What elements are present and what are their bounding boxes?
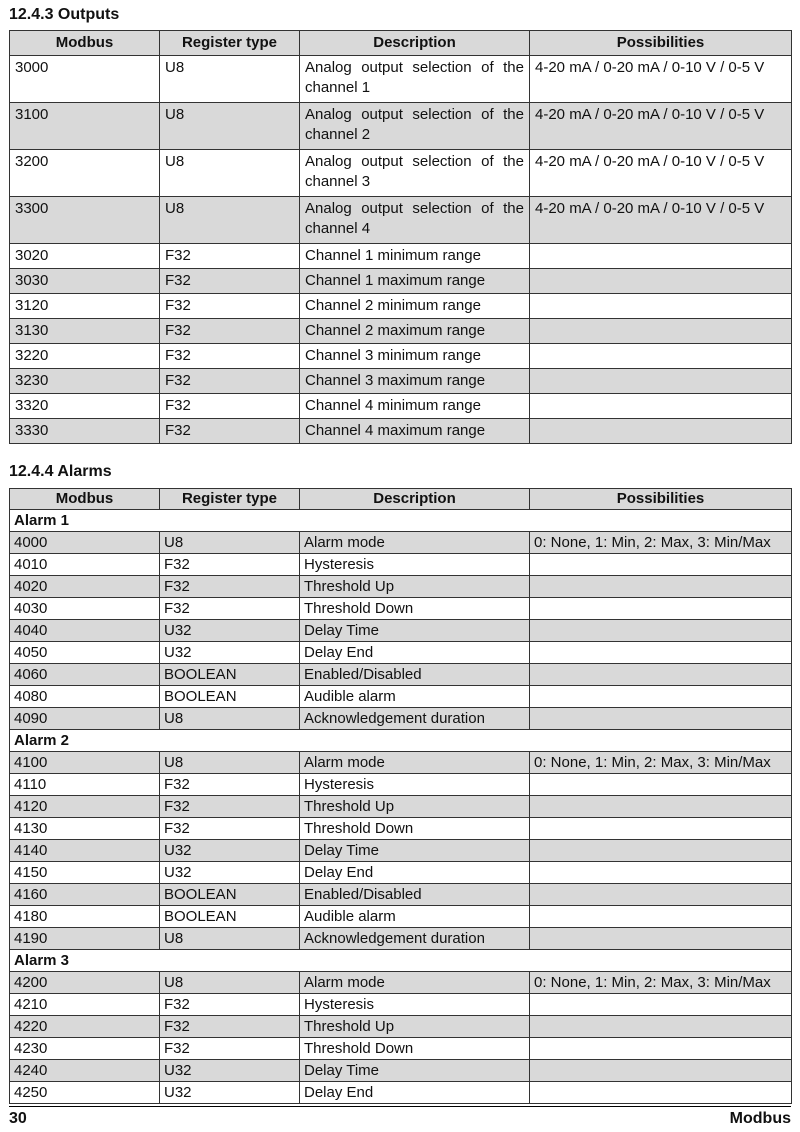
cell-modbus: 3100 xyxy=(10,103,160,150)
header-modbus: Modbus xyxy=(10,489,160,510)
cell-type: F32 xyxy=(160,294,300,319)
table-row xyxy=(10,197,792,244)
table-row xyxy=(10,576,792,598)
cell-possibilities xyxy=(530,862,792,884)
cell-possibilities xyxy=(530,419,792,444)
cell-modbus: 4240 xyxy=(10,1060,160,1082)
cell-type: F32 xyxy=(160,598,300,620)
table-row xyxy=(10,620,792,642)
header-possibilities: Possibilities xyxy=(530,489,792,510)
table-row xyxy=(10,752,792,774)
cell-modbus: 4060 xyxy=(10,664,160,686)
cell-type: U8 xyxy=(160,972,300,994)
cell-possibilities xyxy=(530,369,792,394)
cell-description: Threshold Down xyxy=(300,818,530,840)
cell-modbus: 4130 xyxy=(10,818,160,840)
cell-modbus: 3220 xyxy=(10,344,160,369)
cell-possibilities: 0: None, 1: Min, 2: Max, 3: Min/Max xyxy=(530,972,792,994)
header-register-type: Register type xyxy=(160,31,300,56)
alarms-section-title: 12.4.4 Alarms xyxy=(9,463,112,480)
cell-modbus: 3120 xyxy=(10,294,160,319)
cell-modbus: 3030 xyxy=(10,269,160,294)
cell-type: U32 xyxy=(160,1082,300,1104)
cell-type: U8 xyxy=(160,928,300,950)
table-row xyxy=(10,774,792,796)
outputs-header-row xyxy=(10,31,792,56)
cell-modbus: 4190 xyxy=(10,928,160,950)
table-row xyxy=(10,818,792,840)
table-row xyxy=(10,906,792,928)
cell-type: BOOLEAN xyxy=(160,664,300,686)
table-row xyxy=(10,1038,792,1060)
table-row xyxy=(10,269,792,294)
cell-description: Audible alarm xyxy=(300,686,530,708)
cell-description: Analog output selection of the channel 2 xyxy=(300,103,530,150)
cell-modbus: 3020 xyxy=(10,244,160,269)
cell-modbus: 4020 xyxy=(10,576,160,598)
cell-modbus: 4100 xyxy=(10,752,160,774)
cell-modbus: 3300 xyxy=(10,197,160,244)
table-row xyxy=(10,796,792,818)
table-row xyxy=(10,598,792,620)
group-label: Alarm 1 xyxy=(10,510,792,532)
cell-description: Channel 4 maximum range xyxy=(300,419,530,444)
cell-type: BOOLEAN xyxy=(160,906,300,928)
cell-possibilities xyxy=(530,1038,792,1060)
cell-description: Acknowledgement duration xyxy=(300,928,530,950)
cell-possibilities xyxy=(530,1082,792,1104)
alarms-table xyxy=(9,488,792,1104)
table-row xyxy=(10,319,792,344)
cell-possibilities xyxy=(530,1016,792,1038)
group-row-alarm-1 xyxy=(10,510,792,532)
cell-modbus: 4010 xyxy=(10,554,160,576)
cell-description: Alarm mode xyxy=(300,532,530,554)
cell-description: Channel 2 maximum range xyxy=(300,319,530,344)
cell-description: Alarm mode xyxy=(300,752,530,774)
table-row xyxy=(10,708,792,730)
cell-modbus: 4230 xyxy=(10,1038,160,1060)
cell-type: F32 xyxy=(160,796,300,818)
cell-possibilities xyxy=(530,642,792,664)
table-row xyxy=(10,642,792,664)
table-row xyxy=(10,840,792,862)
cell-modbus: 3000 xyxy=(10,56,160,103)
cell-description: Delay End xyxy=(300,862,530,884)
cell-description: Acknowledgement duration xyxy=(300,708,530,730)
cell-modbus: 4200 xyxy=(10,972,160,994)
cell-description: Threshold Up xyxy=(300,1016,530,1038)
cell-description: Analog output selection of the channel 3 xyxy=(300,150,530,197)
cell-modbus: 4090 xyxy=(10,708,160,730)
cell-description: Delay Time xyxy=(300,1060,530,1082)
cell-possibilities: 0: None, 1: Min, 2: Max, 3: Min/Max xyxy=(530,532,792,554)
table-row xyxy=(10,294,792,319)
cell-description: Channel 3 minimum range xyxy=(300,344,530,369)
cell-modbus: 4030 xyxy=(10,598,160,620)
alarms-header-row xyxy=(10,489,792,510)
cell-modbus: 4160 xyxy=(10,884,160,906)
cell-type: U32 xyxy=(160,642,300,664)
table-row xyxy=(10,554,792,576)
cell-type: U8 xyxy=(160,752,300,774)
cell-modbus: 3200 xyxy=(10,150,160,197)
cell-possibilities xyxy=(530,344,792,369)
cell-type: F32 xyxy=(160,269,300,294)
cell-description: Delay Time xyxy=(300,840,530,862)
cell-modbus: 4110 xyxy=(10,774,160,796)
cell-description: Threshold Down xyxy=(300,598,530,620)
cell-possibilities xyxy=(530,394,792,419)
table-row xyxy=(10,532,792,554)
cell-possibilities xyxy=(530,686,792,708)
cell-type: F32 xyxy=(160,1038,300,1060)
table-row xyxy=(10,103,792,150)
cell-possibilities xyxy=(530,1060,792,1082)
cell-modbus: 4250 xyxy=(10,1082,160,1104)
outputs-section-title: 12.4.3 Outputs xyxy=(9,6,120,23)
table-row xyxy=(10,344,792,369)
cell-description: Threshold Down xyxy=(300,1038,530,1060)
cell-type: BOOLEAN xyxy=(160,884,300,906)
table-row xyxy=(10,928,792,950)
header-possibilities: Possibilities xyxy=(530,31,792,56)
cell-type: U8 xyxy=(160,150,300,197)
cell-description: Delay Time xyxy=(300,620,530,642)
cell-possibilities: 4-20 mA / 0-20 mA / 0-10 V / 0-5 V xyxy=(530,150,792,197)
cell-possibilities xyxy=(530,818,792,840)
cell-type: F32 xyxy=(160,394,300,419)
cell-possibilities xyxy=(530,269,792,294)
cell-description: Hysteresis xyxy=(300,774,530,796)
cell-description: Delay End xyxy=(300,1082,530,1104)
footer-divider xyxy=(9,1106,791,1107)
group-row-alarm-3 xyxy=(10,950,792,972)
cell-modbus: 4180 xyxy=(10,906,160,928)
cell-modbus: 4220 xyxy=(10,1016,160,1038)
cell-description: Channel 1 minimum range xyxy=(300,244,530,269)
cell-type: F32 xyxy=(160,369,300,394)
group-row-alarm-2 xyxy=(10,730,792,752)
cell-description: Audible alarm xyxy=(300,906,530,928)
cell-type: F32 xyxy=(160,1016,300,1038)
cell-possibilities xyxy=(530,620,792,642)
table-row xyxy=(10,1016,792,1038)
cell-type: U8 xyxy=(160,197,300,244)
cell-modbus: 3230 xyxy=(10,369,160,394)
cell-possibilities xyxy=(530,708,792,730)
cell-possibilities xyxy=(530,796,792,818)
cell-description: Threshold Up xyxy=(300,576,530,598)
cell-description: Channel 3 maximum range xyxy=(300,369,530,394)
cell-description: Channel 1 maximum range xyxy=(300,269,530,294)
cell-type: F32 xyxy=(160,774,300,796)
cell-modbus: 4040 xyxy=(10,620,160,642)
cell-description: Delay End xyxy=(300,642,530,664)
cell-possibilities xyxy=(530,774,792,796)
page-number: 30 xyxy=(9,1110,27,1127)
table-row xyxy=(10,862,792,884)
cell-possibilities xyxy=(530,664,792,686)
table-row xyxy=(10,1060,792,1082)
cell-modbus: 3320 xyxy=(10,394,160,419)
cell-possibilities: 4-20 mA / 0-20 mA / 0-10 V / 0-5 V xyxy=(530,197,792,244)
header-description: Description xyxy=(300,489,530,510)
cell-type: U32 xyxy=(160,620,300,642)
cell-possibilities xyxy=(530,884,792,906)
cell-possibilities: 4-20 mA / 0-20 mA / 0-10 V / 0-5 V xyxy=(530,56,792,103)
table-row xyxy=(10,972,792,994)
cell-type: F32 xyxy=(160,818,300,840)
cell-type: U8 xyxy=(160,56,300,103)
cell-possibilities xyxy=(530,928,792,950)
cell-possibilities xyxy=(530,598,792,620)
cell-modbus: 3330 xyxy=(10,419,160,444)
cell-modbus: 4080 xyxy=(10,686,160,708)
cell-type: U8 xyxy=(160,103,300,150)
cell-type: F32 xyxy=(160,419,300,444)
cell-type: U8 xyxy=(160,532,300,554)
cell-modbus: 4150 xyxy=(10,862,160,884)
header-description: Description xyxy=(300,31,530,56)
cell-description: Hysteresis xyxy=(300,994,530,1016)
cell-description: Enabled/Disabled xyxy=(300,884,530,906)
cell-possibilities: 4-20 mA / 0-20 mA / 0-10 V / 0-5 V xyxy=(530,103,792,150)
cell-description: Channel 4 minimum range xyxy=(300,394,530,419)
outputs-table xyxy=(9,30,792,444)
cell-type: U32 xyxy=(160,862,300,884)
header-register-type: Register type xyxy=(160,489,300,510)
table-row xyxy=(10,369,792,394)
cell-possibilities xyxy=(530,244,792,269)
cell-possibilities xyxy=(530,294,792,319)
cell-modbus: 4000 xyxy=(10,532,160,554)
cell-type: BOOLEAN xyxy=(160,686,300,708)
cell-type: U8 xyxy=(160,708,300,730)
cell-modbus: 4120 xyxy=(10,796,160,818)
table-row xyxy=(10,884,792,906)
cell-type: F32 xyxy=(160,244,300,269)
group-label: Alarm 2 xyxy=(10,730,792,752)
cell-modbus: 3130 xyxy=(10,319,160,344)
header-modbus: Modbus xyxy=(10,31,160,56)
cell-type: F32 xyxy=(160,344,300,369)
cell-description: Enabled/Disabled xyxy=(300,664,530,686)
cell-description: Threshold Up xyxy=(300,796,530,818)
cell-possibilities xyxy=(530,576,792,598)
cell-type: U32 xyxy=(160,840,300,862)
table-row xyxy=(10,244,792,269)
cell-possibilities xyxy=(530,319,792,344)
cell-type: F32 xyxy=(160,994,300,1016)
cell-modbus: 4050 xyxy=(10,642,160,664)
group-label: Alarm 3 xyxy=(10,950,792,972)
table-row xyxy=(10,994,792,1016)
table-row xyxy=(10,1082,792,1104)
table-row xyxy=(10,419,792,444)
cell-description: Analog output selection of the channel 4 xyxy=(300,197,530,244)
cell-type: F32 xyxy=(160,576,300,598)
table-row xyxy=(10,664,792,686)
cell-description: Channel 2 minimum range xyxy=(300,294,530,319)
cell-type: F32 xyxy=(160,554,300,576)
cell-possibilities xyxy=(530,840,792,862)
footer-section-name: Modbus xyxy=(729,1110,791,1127)
cell-description: Alarm mode xyxy=(300,972,530,994)
cell-possibilities xyxy=(530,906,792,928)
cell-modbus: 4210 xyxy=(10,994,160,1016)
table-row xyxy=(10,150,792,197)
cell-type: U32 xyxy=(160,1060,300,1082)
cell-possibilities: 0: None, 1: Min, 2: Max, 3: Min/Max xyxy=(530,752,792,774)
cell-description: Analog output selection of the channel 1 xyxy=(300,56,530,103)
cell-type: F32 xyxy=(160,319,300,344)
cell-description: Hysteresis xyxy=(300,554,530,576)
table-row xyxy=(10,394,792,419)
cell-modbus: 4140 xyxy=(10,840,160,862)
cell-possibilities xyxy=(530,994,792,1016)
table-row xyxy=(10,686,792,708)
table-row xyxy=(10,56,792,103)
cell-possibilities xyxy=(530,554,792,576)
